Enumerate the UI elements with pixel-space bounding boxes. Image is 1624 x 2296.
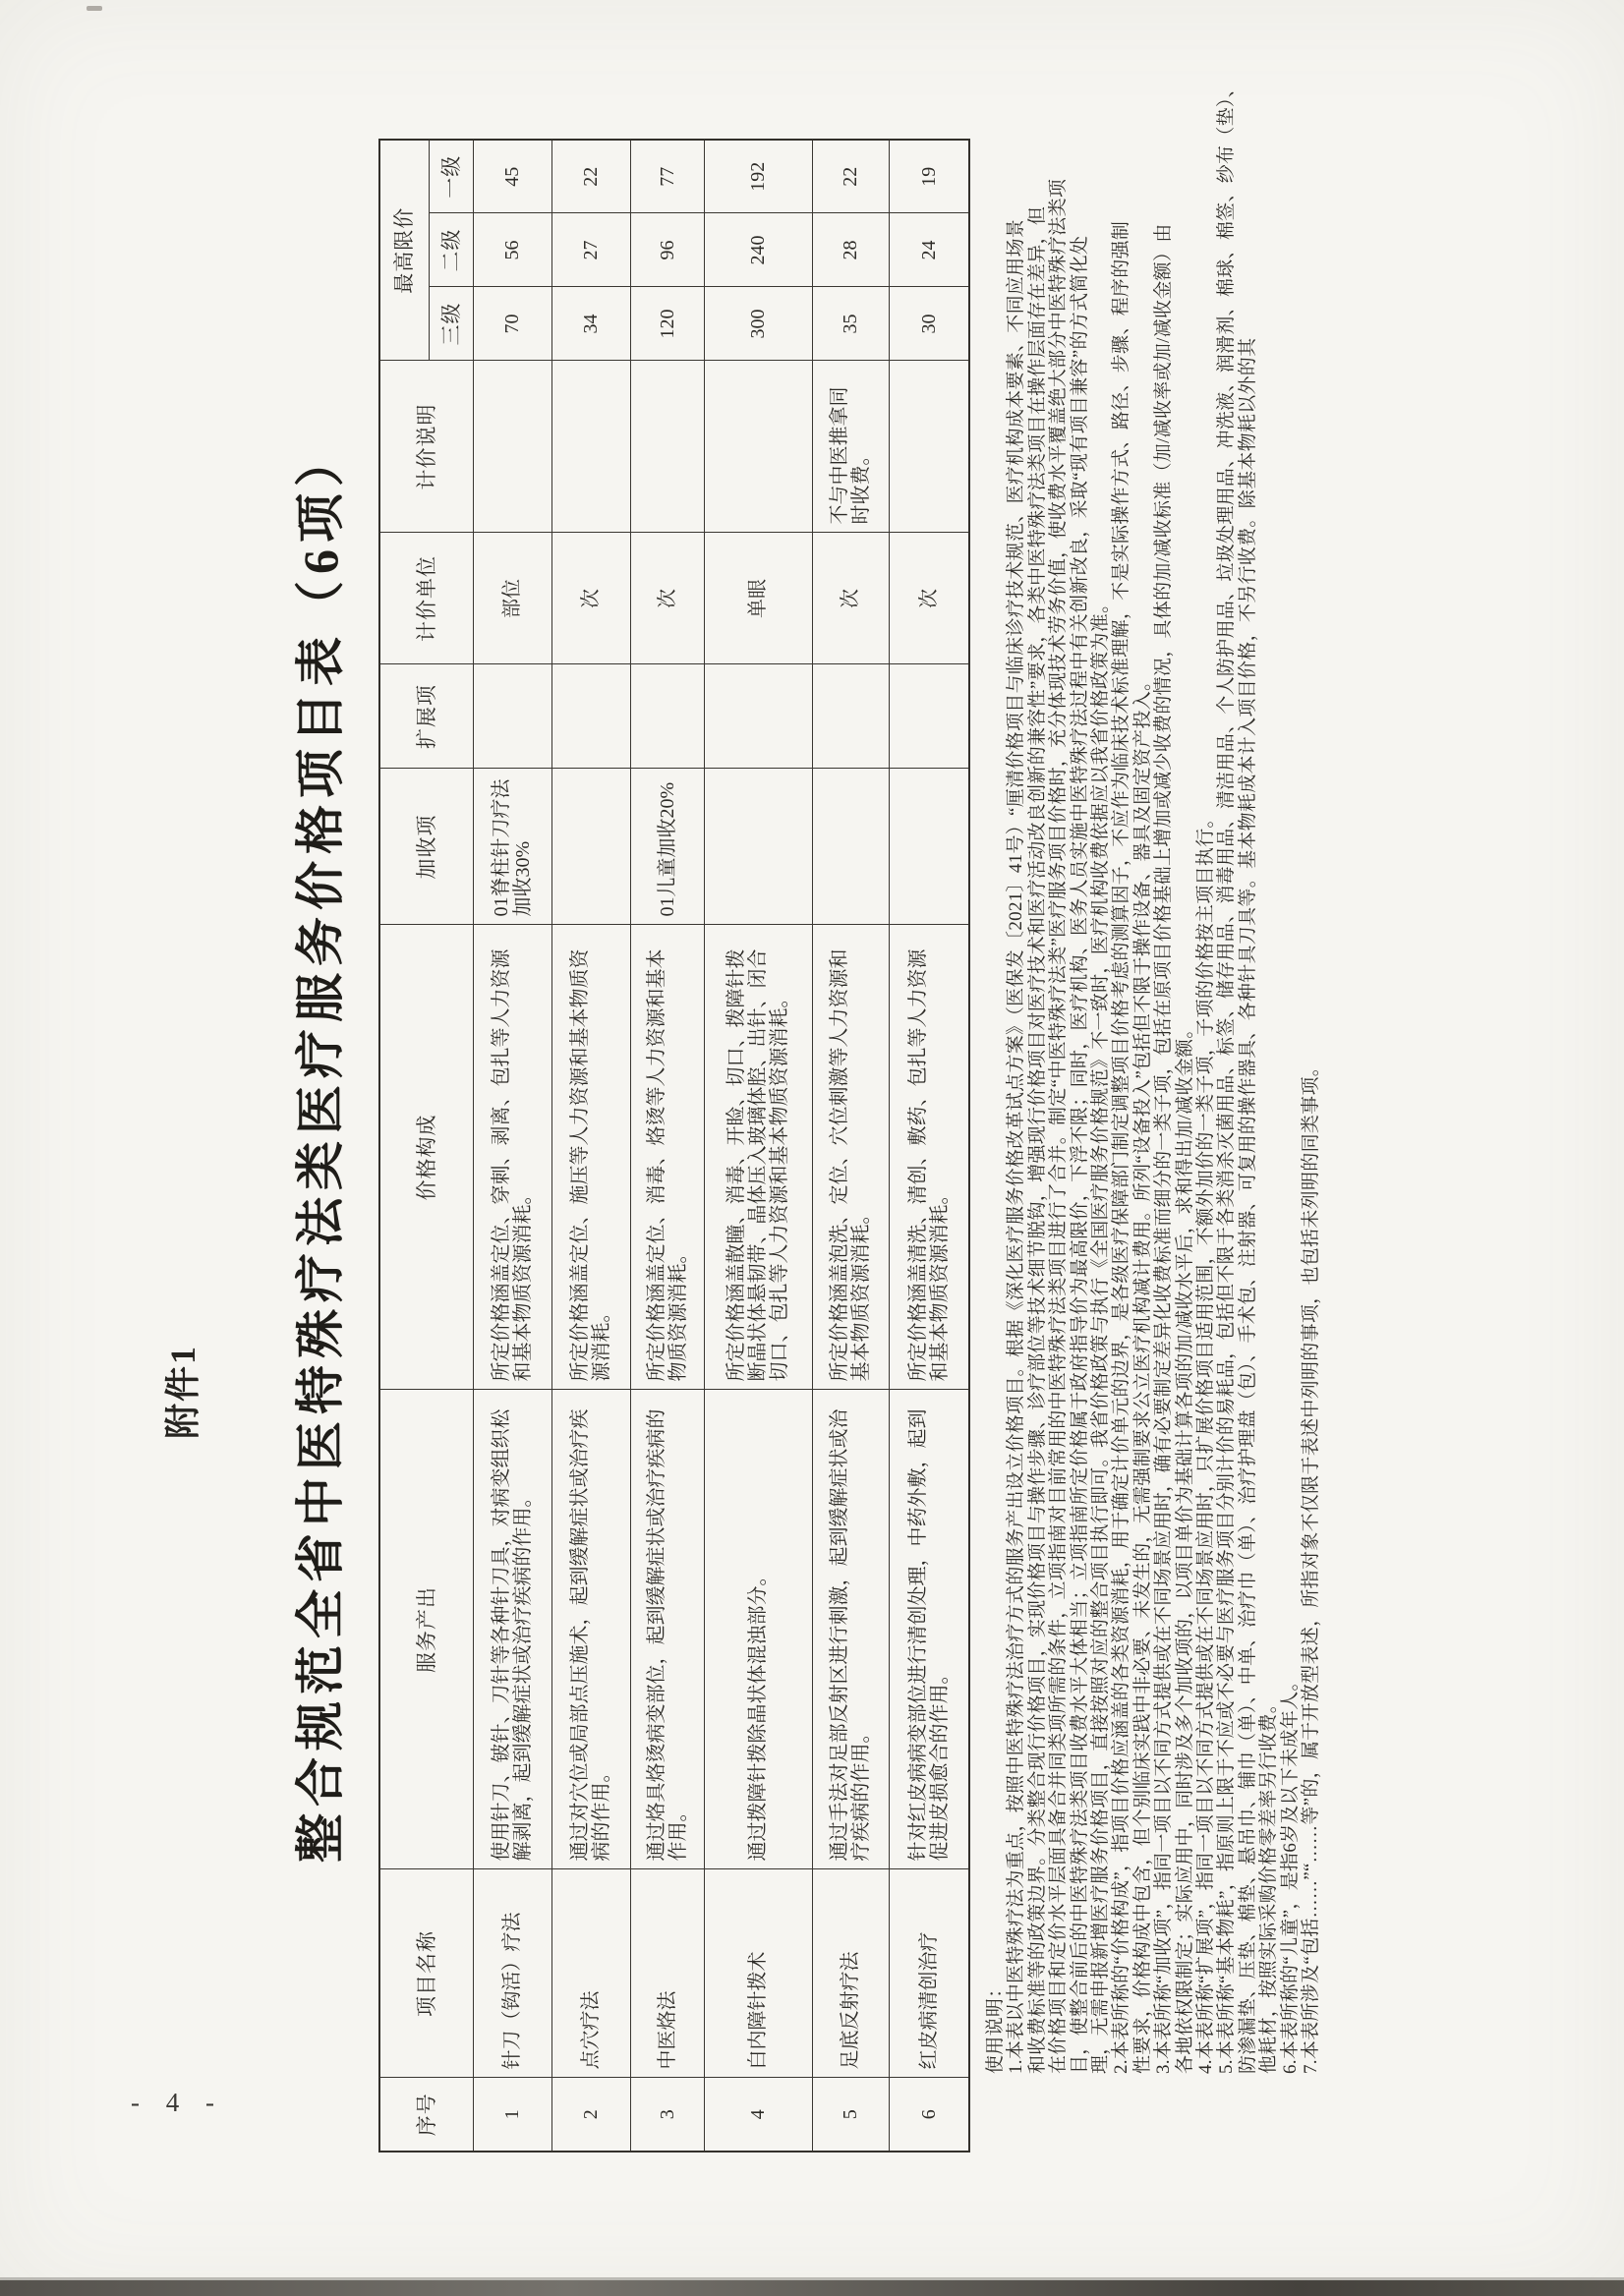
table-row	[551, 140, 630, 2152]
row-name: 足底反射疗法	[812, 1869, 889, 2078]
row-extension	[551, 664, 630, 769]
row-composition: 所定价格涵盖定位、施压等人力资源和基本物质资源消耗。	[551, 925, 630, 1390]
row-price-tier2: 27	[551, 213, 630, 287]
usage-note-line: 各地依权限制定；实际应用中，同时涉及多个加收项的，以项目单价为基础计算各项的加/减收水平后，求和得出加/减收金额。	[1174, 1019, 1195, 2074]
row-extension	[704, 664, 812, 769]
table-row	[889, 140, 969, 2152]
row-output: 通过对穴位或局部点压施术，起到缓解症状或治疗疾病的作用。	[551, 1390, 630, 1869]
row-name: 红皮病清创治疗	[889, 1869, 969, 2078]
row-price-tier1: 19	[889, 140, 969, 213]
row-note	[630, 361, 704, 533]
row-no: 2	[551, 2078, 630, 2152]
scan-artifact-top	[87, 6, 102, 11]
row-composition: 所定价格涵盖定位、穿刺、剥离、包扎等人力资源和基本物质资源消耗。	[473, 925, 551, 1390]
row-note	[704, 361, 812, 533]
row-output: 针对红皮病病变部位进行清创处理，中药外敷，起到促进皮损愈合的作用。	[889, 1390, 969, 1869]
row-price-tier2: 28	[812, 213, 889, 287]
row-composition: 所定价格涵盖散瞳、消毒、开睑、切口、拨障针拨断晶状体悬韧带、晶体压入玻璃体腔、出针、闭合切口、包扎等人力资源和基本物质资源消耗。	[704, 925, 812, 1390]
row-extension	[473, 664, 551, 769]
row-surcharge: 01儿童加收20%	[630, 769, 704, 925]
row-price-tier3: 35	[812, 287, 889, 361]
row-extension	[889, 664, 969, 769]
col-header-tier1: 一级	[429, 140, 473, 213]
col-header-no: 序号	[379, 2078, 473, 2152]
row-price-tier3: 120	[630, 287, 704, 361]
usage-note-line: 目，使整合前后的中医特殊疗法类项目收费水平大体相当；立项指南所定价格属于政府指导价为最高限价，下浮不限；同时，医疗机构、医务人员实施中医特殊疗法过程中有关创新改良，采取“现有项目兼容”的方式简化处	[1069, 235, 1090, 2074]
usage-note-line: 1.本表以中医特殊疗法为重点，按照中医特殊疗法治疗方式的服务产出设立价格项目。根据《深化医疗服务价格改革试点方案》（医保发〔2021〕41号）“厘清价格项目与临床诊疗技术规范、医疗机构成本要素、不同应用场景	[1006, 218, 1027, 2074]
row-no: 6	[889, 2078, 969, 2152]
row-name: 点穴疗法	[551, 1869, 630, 2078]
row-composition: 所定价格涵盖清洗、清创、敷药、包扎等人力资源和基本物质资源消耗。	[889, 925, 969, 1390]
row-note	[473, 361, 551, 533]
usage-note-line: 2.本表所称的“价格构成”，指项目价格应涵盖的各类资源消耗，用于确定计价单元的边界，是各级医疗保障部门制定调整项目价格考虑的测算因子，不应作为临床技术标准理解，不是实际操作方式、路径、步骤、程序的强制	[1111, 220, 1132, 2074]
usage-note-line: 6.本表所称的“儿童”，是指6岁及以下未成年人。	[1279, 1672, 1301, 2074]
scan-edge-bar	[0, 2280, 1624, 2296]
col-header-name: 项目名称	[379, 1869, 473, 2078]
attachment-label: 附件1	[163, 1344, 203, 1439]
col-header-note: 计价说明	[379, 361, 473, 533]
usage-note-line: 7.本表所涉及“包括……”“……等”的，属于开放型表述，所指对象不仅限于表述中列明的事项，也包括未列明的同类事项。	[1301, 1057, 1322, 2074]
usage-note-line: 性要求，价格构成中包含，但个别临床实践中非必要、未发生的，无需强制要求公立医疗机构减计费用。所列“设备投入”包括但不限于操作设备、器具及固定资产投入。	[1131, 671, 1153, 2074]
row-no: 1	[473, 2078, 551, 2152]
row-price-tier2: 56	[473, 213, 551, 287]
row-output: 通过拨障针拨除晶状体混浊部分。	[704, 1390, 812, 1869]
row-surcharge	[812, 769, 889, 925]
row-note	[551, 361, 630, 533]
row-unit: 次	[551, 533, 630, 664]
col-header-tier2: 二级	[429, 213, 473, 287]
row-price-tier3: 30	[889, 287, 969, 361]
row-surcharge	[889, 769, 969, 925]
col-header-extension: 扩展项	[379, 664, 473, 769]
row-price-tier1: 77	[630, 140, 704, 213]
row-price-tier2: 96	[630, 213, 704, 287]
row-price-tier1: 22	[812, 140, 889, 213]
row-price-tier1: 22	[551, 140, 630, 213]
row-composition: 所定价格涵盖定位、消毒、烙烫等人力资源和基本物质资源消耗。	[630, 925, 704, 1390]
row-unit: 部位	[473, 533, 551, 664]
row-name: 白内障针拨术	[704, 1869, 812, 2078]
col-header-tier3: 三级	[429, 287, 473, 361]
usage-notes	[985, 49, 1322, 2074]
col-header-unit: 计价单位	[379, 533, 473, 664]
usage-note-line: 在价格项目和定价水平层面具备合并同类项所需的条件，立项指南对目前常用的中医特殊疗法类项目进行了合并。制定“中医特殊疗法类”医疗服务项目价格时，充分体现技术劳务价值，使收费水平覆盖绝大部分中医特殊疗法类项	[1048, 178, 1070, 2074]
table-row	[630, 140, 704, 2152]
row-unit: 次	[630, 533, 704, 664]
row-extension	[630, 664, 704, 769]
row-price-tier2: 24	[889, 213, 969, 287]
col-header-output: 服务产出	[379, 1390, 473, 1869]
usage-note-line: 他耗材，按照实际采购价格零差率另行收费。	[1258, 1693, 1280, 2074]
col-header-composition: 价格构成	[379, 925, 473, 1390]
col-header-surcharge: 加收项	[379, 769, 473, 925]
row-output: 通过手法对足部反射区进行刺激，起到缓解症状或治疗疾病的作用。	[812, 1390, 889, 1869]
row-extension	[812, 664, 889, 769]
row-surcharge: 01脊柱针刀疗法加收30%	[473, 769, 551, 925]
usage-note-line: 防渗漏垫、压垫、棉垫、悬吊巾、铺巾（单）、中单、治疗巾（单）、治疗护理盘（包）、手术包、注射器、可复用的操作器具、各种针具刀具等。基本物耗成本计入项目价格，不另行收费。除基本物耗以外的其	[1237, 337, 1258, 2074]
row-name: 针刀（钩活）疗法	[473, 1869, 551, 2078]
price-items-table	[378, 139, 970, 2152]
row-price-tier2: 240	[704, 213, 812, 287]
col-header-max-price: 最高限价	[379, 140, 429, 361]
usage-note-line: 和收费标准等的政策边界。分类整合现行价格项目，实现价格项目与操作步骤、诊疗部位等技术细节脱钩，增强现行价格项目对医疗技术和医疗活动改良创新的兼容性”要求，各类中医特殊疗法类项目在操作层面存在差异，但	[1026, 205, 1048, 2074]
usage-note-line: 使用说明：	[985, 1979, 1006, 2074]
row-note	[889, 361, 969, 533]
table-row	[704, 140, 812, 2152]
page-number: - 4 -	[131, 2088, 224, 2117]
row-price-tier3: 300	[704, 287, 812, 361]
row-name: 中医烙法	[630, 1869, 704, 2078]
row-output: 通过烙具烙烫病变部位，起到缓解症状或治疗疾病的作用。	[630, 1390, 704, 1869]
table-row	[473, 140, 551, 2152]
row-price-tier1: 45	[473, 140, 551, 213]
row-composition: 所定价格涵盖泡洗、定位、穴位刺激等人力资源和基本物质资源消耗。	[812, 925, 889, 1390]
usage-note-line: 5.本表所称“基本物耗”，指原则上限于不应或不必要与医疗服务项目分别计价的易耗品，包括但不限于各类消杀灭菌用品、标签、储存用品、消毒用品、清洁用品、个人防护用品、垃圾处理用品、冲洗液、润滑剂、棉球、棉签、纱布（垫）、	[1216, 78, 1238, 2074]
row-no: 3	[630, 2078, 704, 2152]
row-surcharge	[551, 769, 630, 925]
row-unit: 次	[889, 533, 969, 664]
row-note: 不与中医推拿同时收费。	[812, 361, 889, 533]
usage-note-line: 4.本表所称“扩展项”，指同一项目以不同方式提供或在不同场景应用时，只扩展价格项目适用范围，不额外加价的一类子项，子项的价格按主项目执行。	[1195, 809, 1217, 2074]
row-no: 4	[704, 2078, 812, 2152]
row-no: 5	[812, 2078, 889, 2152]
row-unit: 单眼	[704, 533, 812, 664]
row-price-tier3: 34	[551, 287, 630, 361]
usage-note-line: 3.本表所称“加收项”，指同一项目以不同方式提供或在不同场景应用时，确有必要制定差异化收费标准而细分的一类子项，包括在原项目价格基础上增加或减少收费的情况，具体的加/减收标准（加/减收率或加/减收金额）由	[1153, 223, 1175, 2074]
row-output: 使用针刀、铍针、刀针等各种针刀具，对病变组织松解剥离，起到缓解症状或治疗疾病的作用。	[473, 1390, 551, 1869]
document-title: 整合规范全省中医特殊疗法类医疗服务价格项目表（6项）	[293, 430, 348, 1863]
row-unit: 次	[812, 533, 889, 664]
usage-note-line: 理，无需申报新增医疗服务价格项目，直接按照对应的整合项目执行即可。我省价格政策与执行《全国医疗服务价格规范》不一致时，医疗机构收费依据应以我省价格政策为准。	[1090, 594, 1112, 2074]
table-row	[812, 140, 889, 2152]
row-price-tier1: 192	[704, 140, 812, 213]
row-price-tier3: 70	[473, 287, 551, 361]
row-surcharge	[704, 769, 812, 925]
